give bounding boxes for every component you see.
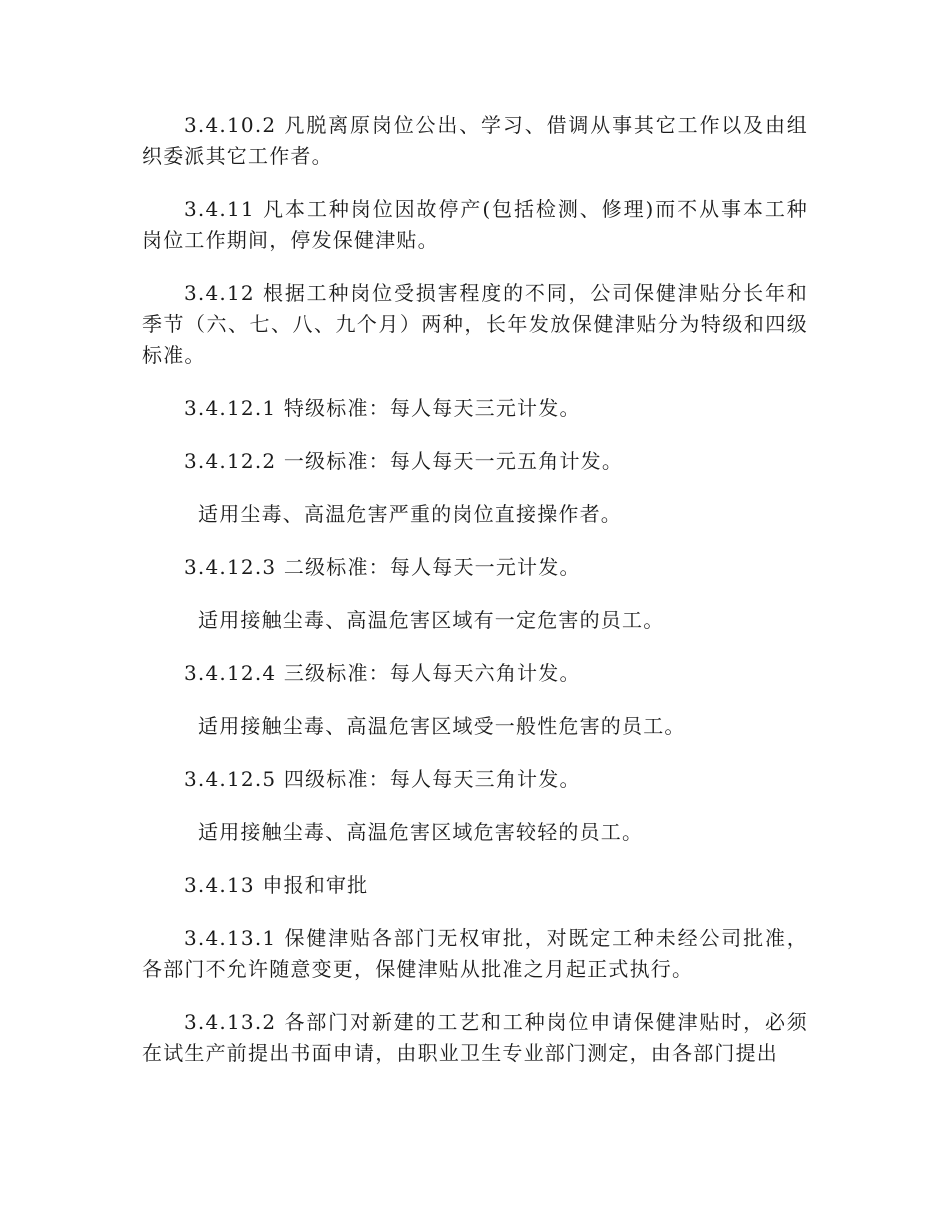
note-level-1: 适用尘毒、高温危害严重的岗位直接操作者。	[198, 502, 622, 526]
note-level-3: 适用接触尘毒、高温危害区域受一般性危害的员工。	[198, 714, 686, 738]
paragraph-3-4-13: 3.4.13 申报和审批	[184, 873, 369, 897]
paragraph-3-4-12-2: 3.4.12.2 一级标准：每人每天一元五角计发。	[184, 449, 624, 473]
paragraph-3-4-11: 3.4.11 凡本工种岗位因故停产(包括检测、修理)而不从事本工种岗位工作期间，停发保健津贴。	[142, 197, 808, 252]
paragraph-3-4-12-5: 3.4.12.5 四级标准：每人每天三角计发。	[184, 767, 581, 791]
paragraph-3-4-12-4: 3.4.12.4 三级标准：每人每天六角计发。	[184, 661, 581, 685]
note-level-4: 适用接触尘毒、高温危害区域危害较轻的员工。	[198, 820, 644, 844]
note-level-2: 适用接触尘毒、高温危害区域有一定危害的员工。	[198, 608, 665, 632]
paragraph-3-4-12: 3.4.12 根据工种岗位受损害程度的不同，公司保健津贴分长年和季节（六、七、八、九个月）两种，长年发放保健津贴分为特级和四级标准。	[142, 281, 808, 367]
paragraph-3-4-13-1: 3.4.13.1 保健津贴各部门无权审批，对既定工种未经公司批准，各部门不允许随意变更，保健津贴从批准之月起正式执行。	[142, 926, 808, 981]
paragraph-3-4-12-1: 3.4.12.1 特级标准：每人每天三元计发。	[184, 396, 581, 420]
document-page	[142, 110, 808, 1091]
paragraph-3-4-13-2: 3.4.13.2 各部门对新建的工艺和工种岗位申请保健津贴时，必须在试生产前提出书面申请，由职业卫生专业部门测定，由各部门提出	[142, 1010, 808, 1065]
paragraph-3-4-12-3: 3.4.12.3 二级标准：每人每天一元计发。	[184, 555, 581, 579]
paragraph-3-4-10-2: 3.4.10.2 凡脱离原岗位公出、学习、借调从事其它工作以及由组织委派其它工作者。	[142, 113, 808, 168]
